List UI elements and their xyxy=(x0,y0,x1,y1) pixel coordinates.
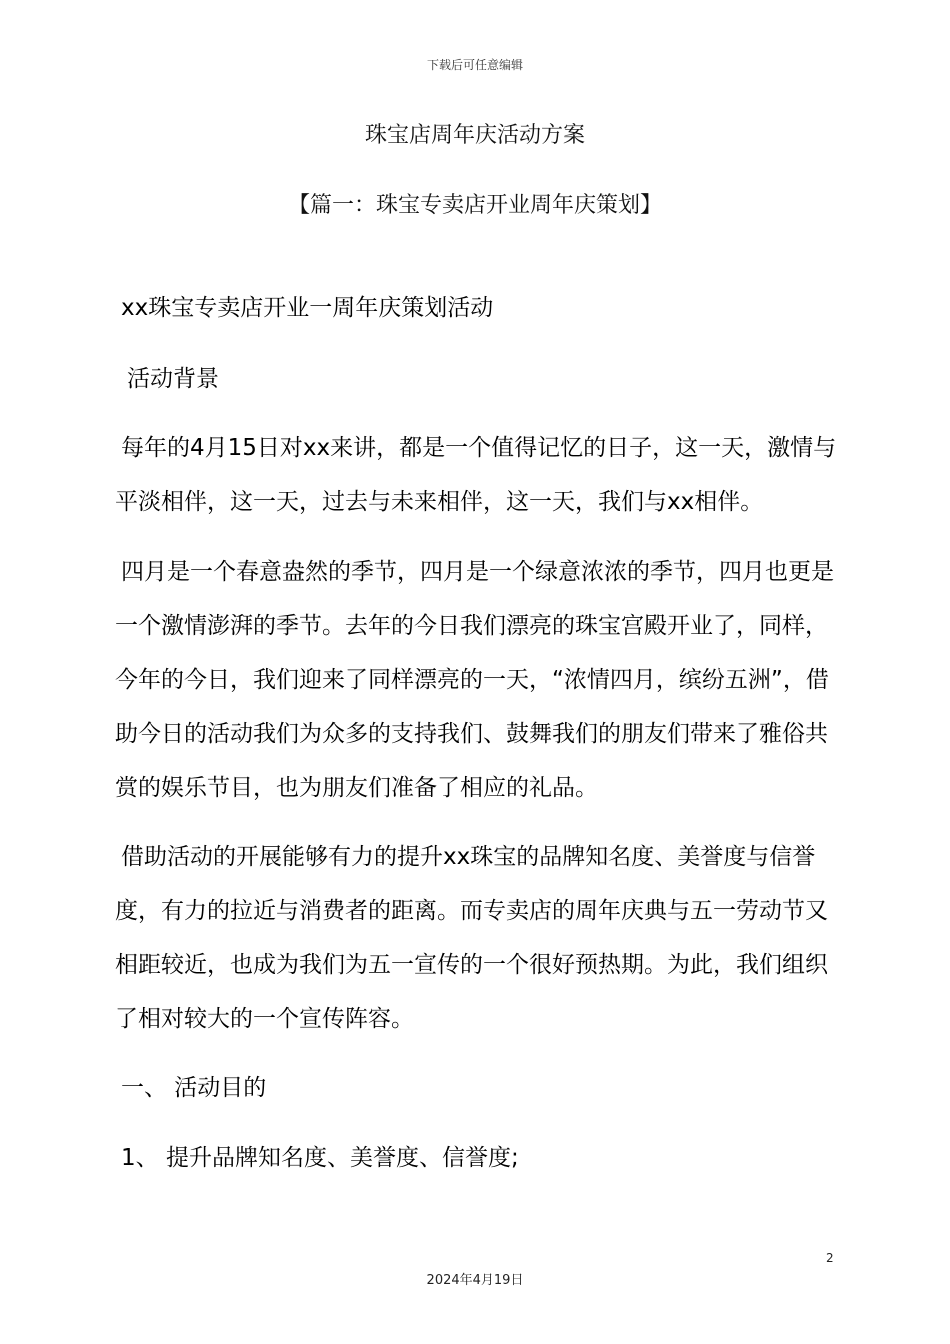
document-subtitle: 【篇一：珠宝专卖店开业周年庆策划】 xyxy=(287,193,662,218)
paragraph-1: 每年的4月15日对xx来讲，都是一个值得记忆的日子，这一天，激情与平淡相伴，这一天，过去与未来相伴，这一天，我们与xx相伴。 xyxy=(115,435,837,515)
document-title: 珠宝店周年庆活动方案 xyxy=(364,123,585,148)
section-heading-purpose: 一、 活动目的 xyxy=(121,1075,267,1101)
section-heading-background: 活动背景 xyxy=(127,366,219,392)
footer-date: 2024年4月19日 xyxy=(426,1273,524,1288)
page-number: 2 xyxy=(826,1251,834,1265)
paragraph-3: 借助活动的开展能够有力的提升xx珠宝的品牌知名度、美誉度与信誉度，有力的拉近与消费者的距离。而专卖店的周年庆典与五一劳动节又相距较近，也成为我们为五一宣传的一个很好预热期。为此，我们组织了相对较大的一个宣传阵容。 xyxy=(115,844,828,1032)
paragraph-2: 四月是一个春意盎然的季节，四月是一个绿意浓浓的季节，四月也更是一个激情澎湃的季节。去年的今日我们漂亮的珠宝宫殿开业了，同样，今年的今日，我们迎来了同样漂亮的一天，“浓情四月，缤纷五洲”，借助今日的活动我们为众多的支持我们、鼓舞我们的朋友们带来了雅俗共赏的娱乐节目，也为朋友们准备了相应的礼品。 xyxy=(115,559,834,801)
list-item-1: 1、 提升品牌知名度、美誉度、信誉度; xyxy=(121,1145,519,1171)
section-heading-main: xx珠宝专卖店开业一周年庆策划活动 xyxy=(121,295,494,321)
header-note: 下载后可任意编辑 xyxy=(426,58,523,72)
